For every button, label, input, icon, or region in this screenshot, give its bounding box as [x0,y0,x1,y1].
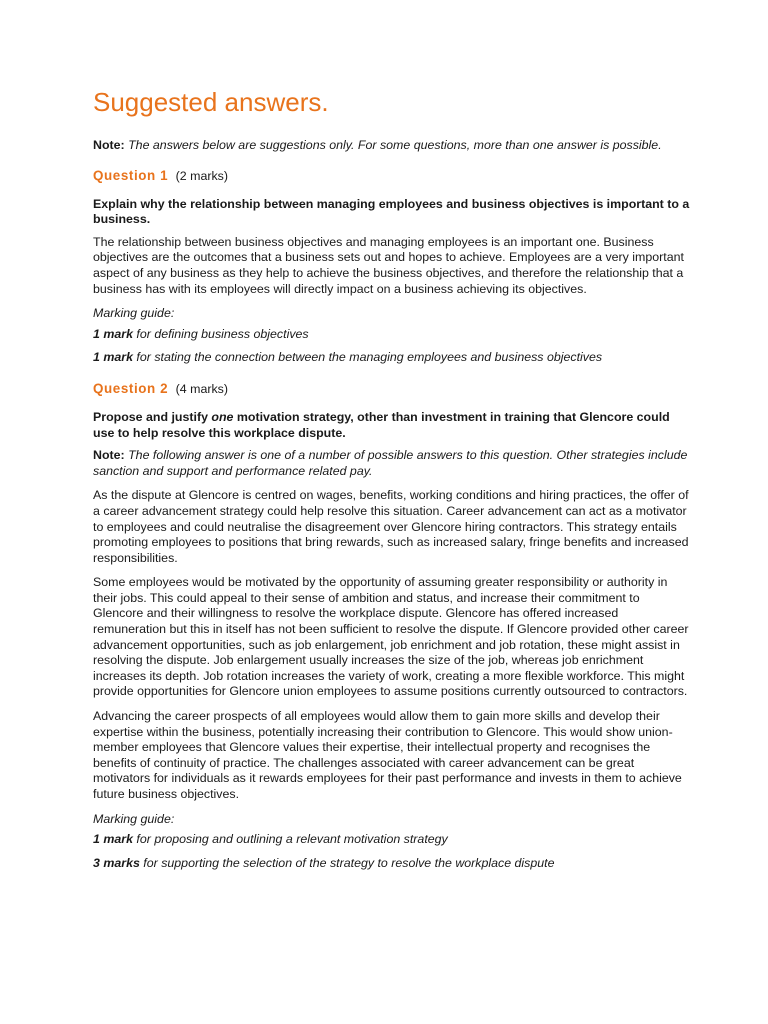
question-2-section [93,381,693,871]
guide-mark: 1 mark [93,832,133,847]
question-2-guide-item [93,856,693,872]
question-2-note [93,448,693,479]
question-2-heading [93,381,693,397]
question-2-note-text: The following answer is one of a number of possible answers to this question. Other strategies include sanction and support and performance related pay. [93,448,688,478]
guide-text: for proposing and outlining a relevant motivation strategy [132,832,448,847]
question-2-guide-item [93,832,693,848]
guide-text: for supporting the selection of the strategy to resolve the workplace dispute [139,855,555,870]
question-1-guide-item [93,350,693,366]
intro-note-label: Note: [93,138,125,152]
guide-text: for stating the connection between the managing employees and business objectives [132,350,603,365]
question-1-heading [93,168,693,184]
question-2-prompt [93,410,693,441]
question-1-guide-label: Marking guide: [93,306,175,321]
guide-text: for defining business objectives [132,326,309,341]
question-2-guide-label: Marking guide: [93,811,175,826]
question-2-note-label: Note: [93,448,125,463]
question-1-label: Question 1 [93,167,169,183]
guide-mark: 1 mark [93,350,133,365]
question-1-prompt: Explain why the relationship between managing employees and business objectives is important to a business. [93,196,690,227]
question-2-paragraph: As the dispute at Glencore is centred on wages, benefits, working conditions and hiring practices, the offer of a career advancement strategy could help resolve this situation. Career advancement can act as a motivator to employees and could neutralise the disagreement over Glencore hiring contractors. This strategy entails promoting employees to positions that bring rewards, such as increased salary, fringe benefits and increased responsibilities. [93,488,689,565]
prompt-emphasis: one [211,409,234,424]
question-2-label: Question 2 [93,380,169,396]
guide-mark: 3 marks [93,855,140,870]
question-1-answer: The relationship between business objectives and managing employees is an important one. Business objectives are the outcomes that a business sets out and hopes to achieve. Employees are a very important aspect of any business as they help to achieve the business objectives, and therefore the relationship that a business has with its employees will directly impact on a business achieving its objectives. [93,234,684,296]
question-1-guide-item [93,327,693,343]
question-2-paragraph: Advancing the career prospects of all employees would allow them to gain more skills and develop their expertise within the business, potentially increasing their contribution to Glencore. This would show union-member employees that Glencore values their expertise, their intellectual property and recognises the benefits of continuity of practice. The challenges associated with career advancement can be great motivators for individuals as it rewards employees for their past performance and invests in them to achieve future business objectives. [93,709,682,801]
intro-note-text: The answers below are suggestions only. For some questions, more than one answer is possible. [124,138,662,152]
guide-mark: 1 mark [93,326,133,341]
question-1-marks: (2 marks) [175,168,228,183]
document-page [93,84,693,879]
question-2-paragraph: Some employees would be motivated by the opportunity of assuming greater responsibility or authority in their jobs. This could appeal to their sense of ambition and status, and increase their commitment to Glencore and their willingness to resolve the workplace dispute. Glencore has offered increased remuneration but this in itself has not been sufficient to resolve the dispute. If Glencore provided other career advancement opportunities, such as job enlargement, job enrichment and job rotation, these might assist in resolving the dispute. Job enlargement usually increases the size of the job, whereas job enrichment increases its depth. Job rotation increases the variety of work, creating a more flexible workforce. This might provide opportunities for Glencore union employees to assume positions currently outsourced to contractors. [93,575,689,699]
page-title: Suggested answers. [93,87,329,117]
question-2-marks: (4 marks) [175,381,228,396]
prompt-part: Propose and justify [93,409,212,424]
intro-note [93,138,693,154]
question-1-section [93,168,693,366]
prompt-part: motivation strategy, other than investment in training that Glencore could use to help resolve this workplace dispute. [93,409,670,440]
